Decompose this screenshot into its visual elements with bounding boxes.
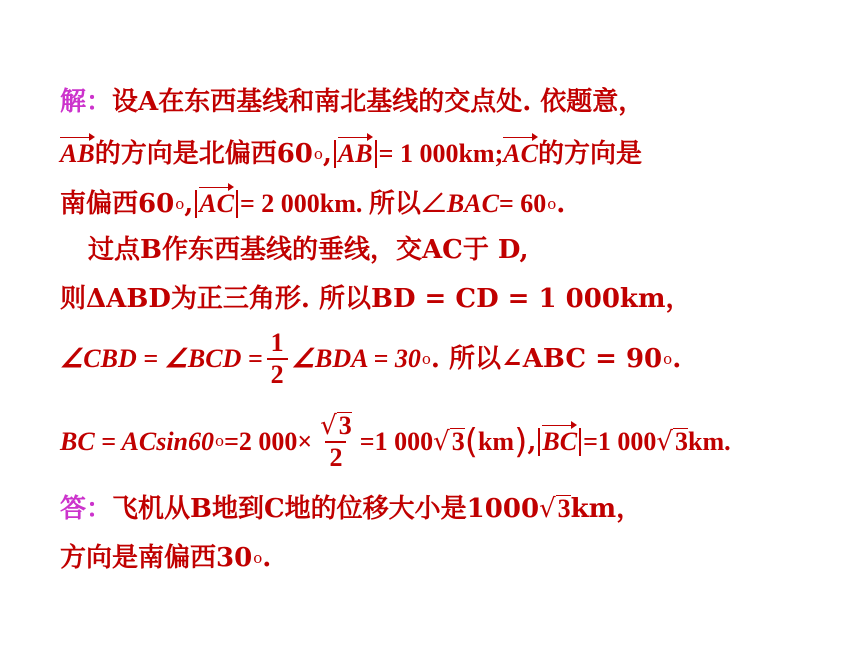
abs-bar-left	[334, 140, 336, 168]
line-3-text-3: = 2 000km. 所以∠	[239, 189, 447, 218]
line-7-text-3: =1 000	[359, 426, 434, 456]
line-6	[60, 330, 681, 388]
line-1	[60, 89, 644, 115]
degree-sign: o	[175, 194, 185, 213]
sqrt-3	[433, 428, 465, 455]
line-2-text-4: 的方向是	[537, 139, 642, 169]
angle-bac: BAC	[446, 189, 499, 218]
line-3-text-5: = 60	[498, 189, 547, 218]
vector-ab-magnitude: AB	[337, 139, 373, 168]
line-4	[88, 237, 529, 263]
radicand: 3	[338, 411, 352, 440]
line-7-text-1: BC = ACsin60	[60, 426, 215, 456]
line-7-text-5: =1 000	[583, 426, 657, 456]
fraction-sqrt3-over-2	[316, 412, 356, 471]
line-6-text-1: ∠CBD = ∠BCD =	[60, 344, 263, 373]
degree-sign: o	[313, 144, 323, 163]
radical-sign: √	[539, 494, 556, 524]
line-7	[60, 412, 731, 471]
degree-sign: o	[215, 432, 225, 450]
degree-sign: o	[547, 194, 557, 213]
line-2	[60, 140, 642, 168]
left-paren: (	[464, 421, 478, 462]
line-5	[60, 286, 691, 312]
line-6-text-3: . 所以∠ABC = 90	[430, 344, 663, 374]
degree-sign: o	[253, 548, 263, 567]
degree-sign: o	[421, 349, 431, 368]
sqrt-3	[539, 495, 571, 522]
answer-label: 答：	[60, 493, 113, 524]
line-2-comma: ,	[322, 139, 332, 169]
vector-ab: AB	[60, 139, 95, 168]
unit-km: km	[477, 426, 515, 456]
radicand: 3	[557, 494, 571, 523]
abs-bar-left	[538, 428, 540, 456]
line-2-text-1: 的方向是北偏西60	[94, 139, 313, 169]
line-2-text-3: = 1 000km;	[378, 139, 504, 168]
fraction-numerator	[316, 412, 356, 441]
radicand: 3	[675, 427, 688, 456]
line-4-text: 过点B作东西基线的垂线，交AC于 D,	[88, 235, 529, 265]
line-7-text-6: km.	[688, 426, 731, 456]
line-9-text: 方向是南偏西30	[60, 543, 253, 573]
fraction-numerator: 1	[270, 328, 284, 357]
radical-sign: √	[320, 411, 337, 441]
solution-label: 解：	[60, 87, 113, 117]
abs-bar-left	[195, 190, 197, 218]
radical-sign: √	[656, 427, 673, 457]
right-paren: )	[514, 421, 528, 462]
line-1-text: 设A在东西基线和南北基线的交点处. 依题意，	[112, 87, 645, 117]
abs-bar-right	[579, 428, 581, 456]
abs-bar-right	[236, 190, 238, 218]
radicand: 3	[451, 427, 465, 456]
degree-sign: o	[663, 349, 673, 368]
line-6-text-2: ∠BDA = 30	[291, 344, 421, 373]
line-8	[60, 495, 642, 522]
line-7-comma: ,	[527, 426, 537, 457]
line-8-text-2: km，	[570, 493, 643, 524]
line-3-period: .	[556, 189, 566, 219]
vector-ac-magnitude: AC	[199, 189, 234, 218]
fraction-denominator: 2	[267, 358, 288, 388]
line-8-text-1: 飞机从B地到C地的位移大小是1000	[112, 493, 540, 524]
line-7-text-2: =2 000×	[224, 426, 313, 456]
line-3-comma: ,	[184, 189, 194, 219]
vector-ac: AC	[503, 139, 538, 168]
abs-bar-right	[375, 140, 377, 168]
line-5-text: 则ΔABD为正三角形. 所以BD = CD = 1 000km，	[60, 284, 692, 314]
fraction-denominator: 2	[325, 441, 346, 471]
line-9-period: .	[262, 543, 272, 573]
vector-bc-magnitude: BC	[542, 426, 578, 456]
fraction-one-half	[267, 330, 288, 388]
radical-sign: √	[433, 427, 450, 457]
line-6-period: .	[672, 344, 682, 374]
sqrt-3	[656, 428, 688, 455]
line-3	[60, 190, 565, 218]
line-9	[60, 545, 271, 571]
line-3-text-1: 南偏西60	[60, 189, 175, 219]
